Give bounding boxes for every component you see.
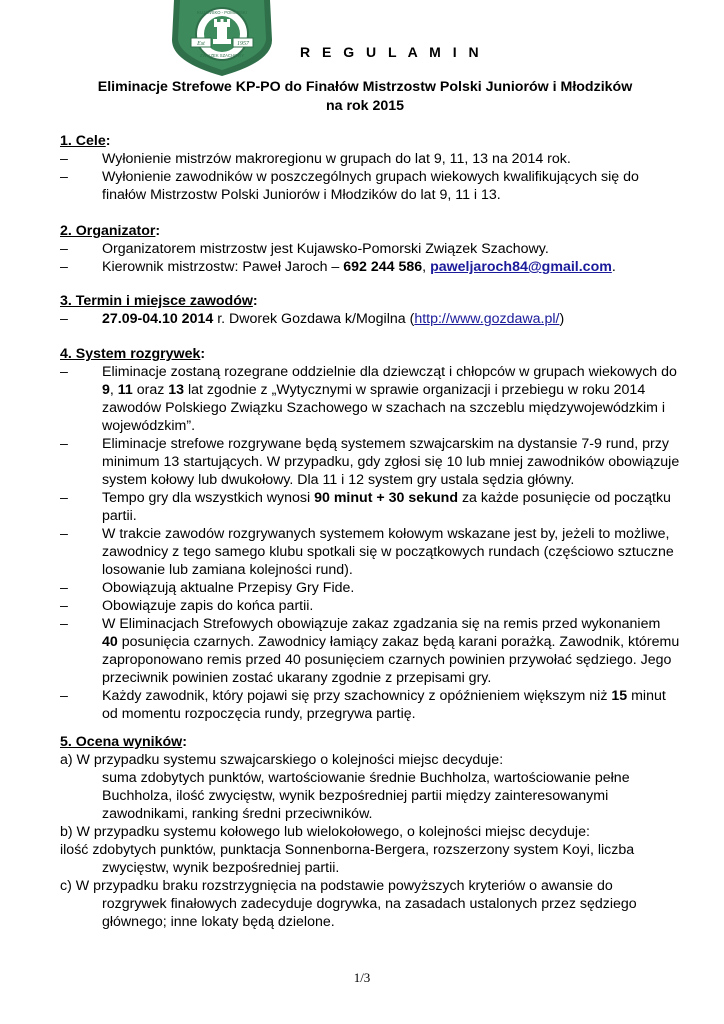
move-number: 40 [102, 634, 118, 650]
subtitle-line-1: Eliminacje Strefowe KP-PO do Finałów Mistrzostw Polski Juniorów i Młodzików [97, 79, 633, 95]
list-item [60, 150, 680, 168]
age-13: 13 [168, 382, 185, 398]
heading-colon: : [200, 346, 206, 362]
list-item [60, 687, 680, 723]
dash-bullet: – [60, 259, 68, 275]
document-title: R E G U L A M I N [300, 44, 483, 60]
list-item [60, 363, 680, 435]
phone-number: 692 244 586 [343, 259, 423, 275]
list-item-text: Wyłonienie mistrzów makroregionu w grupach do lat 9, 11, 13 na 2014 rok. [102, 151, 571, 167]
logo-year-text: 1957 [237, 41, 249, 47]
dash-bullet: – [60, 151, 68, 167]
list-item-text: Obowiązują aktualne Przepisy Gry Fide. [102, 580, 355, 596]
list-item-text: lat zgodnie z „Wytycznymi w sprawie organizacji i przebiegu w roku 2014 zawodów Polskiego Związku Szachowego w szachach na szczeblu międzywojewódzkim i wojewódzkim”. [102, 382, 666, 434]
section-system-heading: 4. System rozgrywek [60, 346, 201, 362]
dash-bullet: – [60, 311, 68, 327]
dash-bullet: – [60, 616, 68, 632]
dash-bullet: – [60, 490, 68, 506]
section-organizer-heading: 2. Organizator [60, 223, 156, 239]
age-11: 11 [117, 382, 133, 398]
event-dates: 27.09-04.10 2014 [102, 311, 214, 327]
document-subtitle [60, 78, 670, 116]
scoring-a-detail: suma zdobytych punktów, wartościowanie średnie Buchholza, wartościowanie pełne Buchholza, ilość zwycięstw, wynik bezpośredniej partii między zainteresowanymi zawodnikami, ranking średni przeciwników. [102, 770, 630, 822]
list-item-text: minut od momentu rozpoczęcia rundy, przegrywa partię. [102, 688, 666, 722]
list-item-text: Kierownik mistrzostw: Paweł Jaroch – [102, 259, 344, 275]
section-date-heading: 3. Termin i miejsce zawodów [60, 293, 253, 309]
list-item-text: Każdy zawodnik, który pojawi się przy szachownicy z opóźnieniem większym niż [102, 688, 612, 704]
dash-bullet: – [60, 580, 68, 596]
section-scoring [60, 733, 680, 931]
delay-minutes: 15 [611, 688, 628, 704]
list-item-text: za każde posunięcie od początku partii. [102, 490, 671, 524]
separator: , [422, 259, 431, 275]
section-date-place [60, 292, 680, 328]
heading-colon: : [105, 133, 111, 149]
heading-colon: : [252, 293, 258, 309]
subtitle-line-2: na rok 2015 [325, 98, 405, 114]
dash-bullet: – [60, 688, 68, 704]
section-scoring-heading: 5. Ocena wyników [60, 734, 183, 750]
dash-bullet: – [60, 598, 68, 614]
email-link[interactable]: paweljaroch84@gmail.com [430, 259, 612, 275]
association-logo [168, 0, 276, 76]
list-item-text: Wyłonienie zawodników w poszczególnych grupach wiekowych kwalifikujących się do finałów Mistrzostw Polski Juniorów i Młodzików do lat 9, 11 i 13. [102, 169, 639, 203]
list-item-text: W trakcie zawodów rozgrywanych systemem kołowym wskazane jest by, jeżeli to możliwe, zawodnicy z tego samego klubu spotkali się w początkowych rundach (częściowo sztuczne losowanie lub zamiana kolejności rund). [102, 526, 674, 578]
section-system [60, 345, 680, 723]
scoring-b-detail: ilość zdobytych punktów, punktacja Sonnenborna-Bergera, rozszerzony system Koyi, liczba zwycięstw, wynik bezpośredniej partii. [60, 842, 635, 876]
dash-bullet: – [60, 436, 68, 452]
list-item-text: Organizatorem mistrzostw jest Kujawsko-Pomorski Związek Szachowy. [102, 241, 549, 257]
logo-bottom-text: ZWIĄZEK SZACHOWY [200, 53, 244, 58]
list-item [60, 489, 680, 525]
separator: . [611, 259, 616, 275]
list-item [60, 615, 680, 687]
logo-top-text: KUJAWSKO - POMORSKI [197, 10, 247, 15]
section-goals-heading: 1. Cele [60, 133, 106, 149]
dash-bullet: – [60, 526, 68, 542]
list-item [60, 435, 680, 489]
page-number: 1/3 [353, 970, 371, 985]
list-item-text: Obowiązuje zapis do końca partii. [102, 598, 314, 614]
heading-colon: : [155, 223, 161, 239]
dash-bullet: – [60, 241, 68, 257]
list-item-text: Eliminacje zostaną rozegrane oddzielnie dla dziewcząt i chłopców w grupach wiekowych do [102, 364, 677, 380]
age-9: 9 [102, 382, 110, 398]
separator: , [109, 382, 118, 398]
list-item [60, 597, 680, 615]
time-control: 90 minut + 30 sekund [314, 490, 458, 506]
list-item [60, 168, 680, 204]
separator: ) [559, 311, 565, 327]
list-item [60, 579, 680, 597]
scoring-b: b) W przypadku systemu kołowego lub wielokołowego, o kolejności miejsc decyduje: [60, 824, 590, 840]
logo-est-text: Est [197, 41, 205, 47]
venue-url-link[interactable]: http://www.gozdawa.pl/ [414, 311, 560, 327]
dash-bullet: – [60, 364, 68, 380]
event-place: r. Dworek Gozdawa k/Mogilna ( [213, 311, 415, 327]
section-organizer [60, 222, 680, 276]
scoring-a: a) W przypadku systemu szwajcarskiego o kolejności miejsc decyduje: [60, 752, 504, 768]
list-item [60, 310, 680, 328]
list-item-text: W Eliminacjach Strefowych obowiązuje zakaz zgadzania się na remis przed wykonaniem [102, 616, 661, 632]
section-goals [60, 132, 680, 204]
list-item [60, 258, 680, 276]
list-item [60, 240, 680, 258]
list-item-text: Tempo gry dla wszystkich wynosi [102, 490, 315, 506]
list-item-text: posunięcia czarnych. Zawodnicy łamiący zakaz będą karani porażką. Zawodnik, któremu zaproponowano remis przed 40 posunięciem czarnych powinien przywołać sędziego. Jego przeciwnik powinien zostać ukarany zgodnie z przepisami gry. [102, 634, 680, 686]
list-item [60, 525, 680, 579]
scoring-c: c) W przypadku braku rozstrzygnięcia na podstawie powyższych kryteriów o awansie do rozgrywek finałowych zadecyduje dogrywka, na zasadach ustalonych przez sędziego głównego; inne lokaty będą dzielone. [60, 878, 637, 930]
separator: oraz [132, 382, 169, 398]
dash-bullet: – [60, 169, 68, 185]
heading-colon: : [182, 734, 187, 750]
list-item-text: Eliminacje strefowe rozgrywane będą systemem szwajcarskim na dystansie 7-9 rund, przy minimum 13 startujących. W przypadku, gdy zgłosi się 10 lub mniej zawodników obowiązuje system kołowy lub dwukołowy. Dla 11 i 12 system gry ustala sędzia główny. [102, 436, 680, 488]
